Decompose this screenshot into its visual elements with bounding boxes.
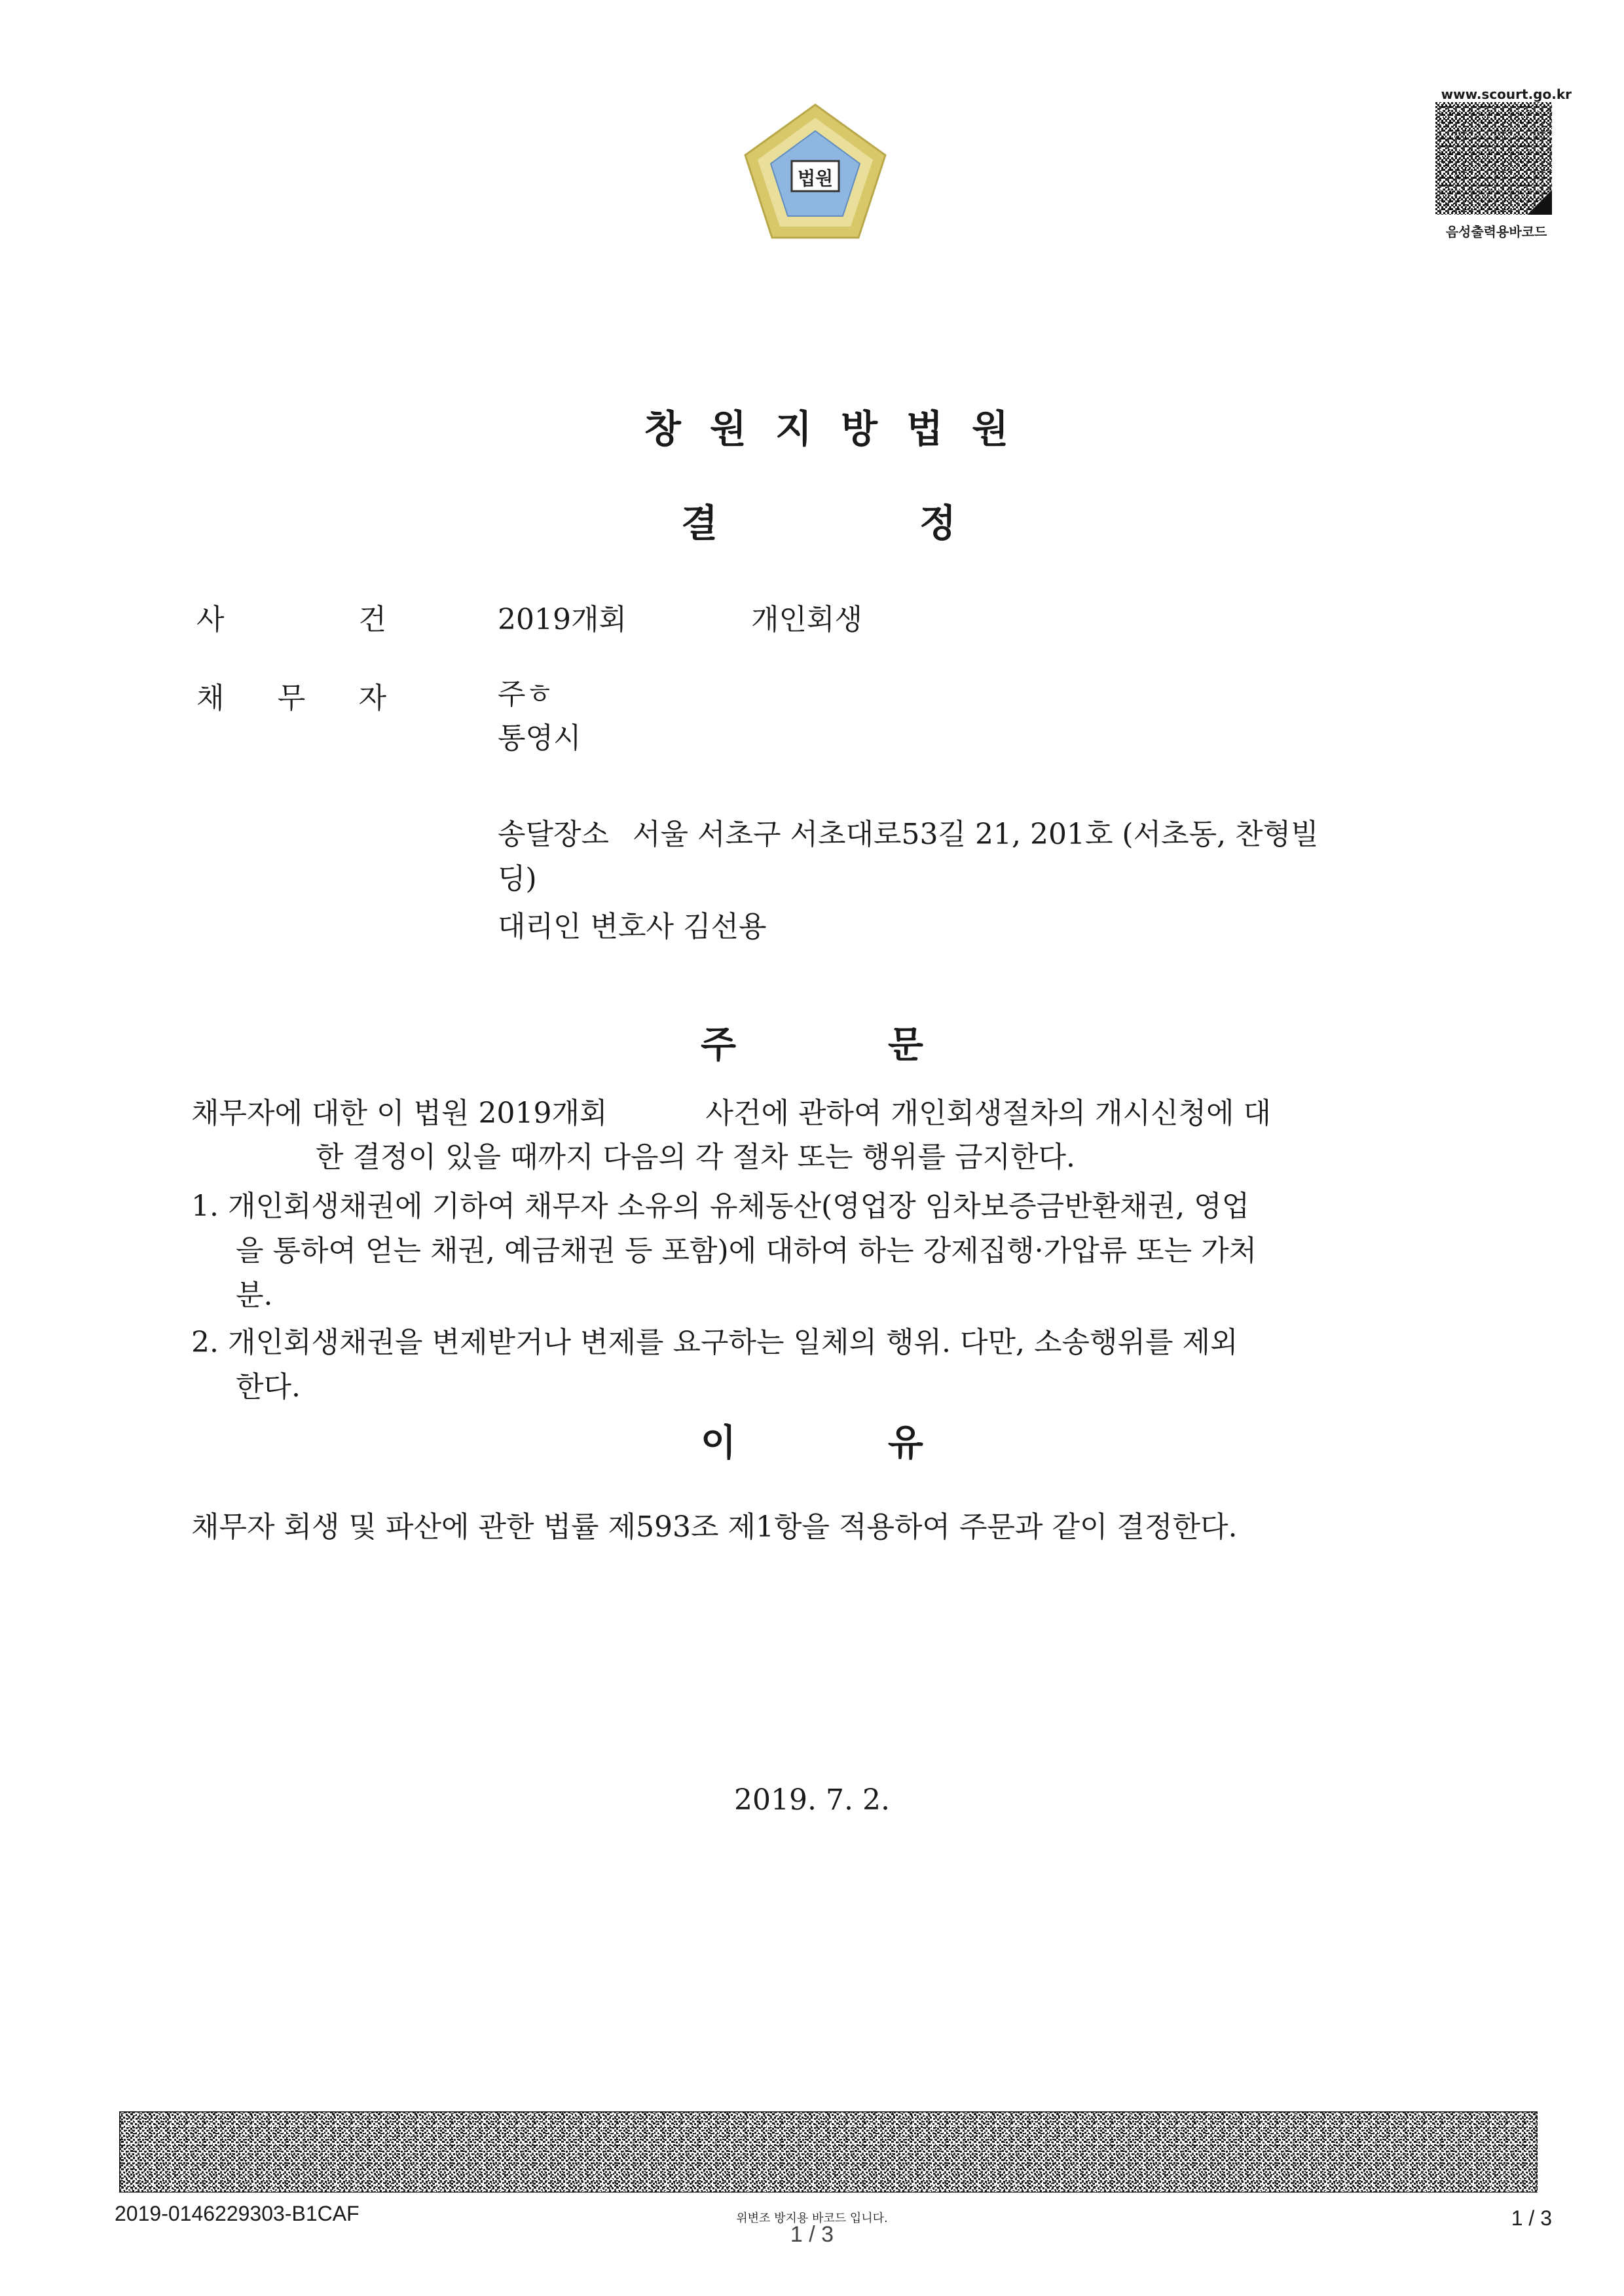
reason-text: 채무자 회생 및 파산에 관한 법률 제593조 제1항을 적용하여 주문과 같이 결정한다. xyxy=(191,1510,1238,1544)
title-char: 결 xyxy=(681,501,718,545)
order-heading xyxy=(701,1016,923,1068)
voice-code-caption: 음성출력용바코드 xyxy=(1445,224,1547,240)
order-intro-text-cont: 사건에 관하여 개인회생절차의 개시신청에 대 xyxy=(705,1097,1271,1130)
case-label xyxy=(196,596,386,638)
debtor-label-char: 자 xyxy=(358,682,386,715)
order-intro-text: 채무자에 대한 이 법원 2019개회 xyxy=(191,1097,608,1130)
order-item-1: 1. 개인회생채권에 기하여 채무자 소유의 유체동산(영업장 임차보증금반환채권, 영업 xyxy=(191,1190,1250,1223)
order-intro-line: 한 결정이 있을 때까지 다음의 각 절차 또는 행위를 금지한다. xyxy=(316,1140,1075,1174)
case-number: 2019개회 xyxy=(498,603,627,636)
voice-code-url: www.scourt.go.kr xyxy=(1441,86,1572,102)
case-label-char: 사 xyxy=(196,603,225,636)
attorney: 대리인 변호사 김선용 xyxy=(498,910,767,943)
order-item-1-cont: 을 통하여 얻는 채권, 예금채권 등 포함)에 대하여 하는 강제집행·가압류 또는 가처 xyxy=(236,1234,1257,1267)
debtor-address: 통영시 xyxy=(498,721,581,755)
page-number-center: 1 / 3 xyxy=(790,2222,834,2247)
debtor-label xyxy=(196,674,386,716)
barcode-caption: 위변조 방지용 바코드 입니다. xyxy=(736,2212,888,2225)
order-item-1-cont: 분. xyxy=(236,1279,273,1312)
decision-date: 2019. 7. 2. xyxy=(734,1783,890,1817)
reason-heading xyxy=(701,1414,923,1467)
anti-forgery-barcode-icon xyxy=(119,2111,1538,2193)
order-heading-char: 주 xyxy=(701,1024,737,1066)
order-intro-line xyxy=(191,1093,1271,1134)
delivery-place xyxy=(498,814,1319,855)
debtor-label-char: 무 xyxy=(277,682,306,715)
delivery-label: 송달장소 xyxy=(498,818,610,851)
seal-text: 법원 xyxy=(797,168,834,189)
reason-heading-char: 이 xyxy=(701,1422,737,1465)
case-label-char: 건 xyxy=(358,603,386,636)
document-title xyxy=(681,492,956,547)
reason-heading-char: 유 xyxy=(887,1422,923,1465)
case-value xyxy=(498,600,862,640)
case-type: 개인회생 xyxy=(750,603,862,636)
delivery-address-cont: 딩) xyxy=(498,862,537,896)
debtor-label-char: 채 xyxy=(196,682,225,715)
order-heading-char: 문 xyxy=(887,1024,923,1066)
document-number: 2019-0146229303-B1CAF xyxy=(115,2202,360,2225)
page-number-right: 1 / 3 xyxy=(1511,2206,1552,2230)
court-name: 창원지방법원 xyxy=(644,407,1038,451)
debtor-name: 주ㅎ xyxy=(498,678,554,711)
court-seal-icon xyxy=(740,98,891,255)
voice-barcode-icon xyxy=(1435,102,1552,215)
order-item-2: 2. 개인회생채권을 변제받거나 변제를 요구하는 일체의 행위. 다만, 소송행위를 제외 xyxy=(191,1326,1238,1359)
title-char: 정 xyxy=(919,501,956,545)
order-item-2-cont: 한다. xyxy=(236,1370,301,1404)
delivery-address: 서울 서초구 서초대로53길 21, 201호 (서초동, 찬형빌 xyxy=(633,818,1319,851)
